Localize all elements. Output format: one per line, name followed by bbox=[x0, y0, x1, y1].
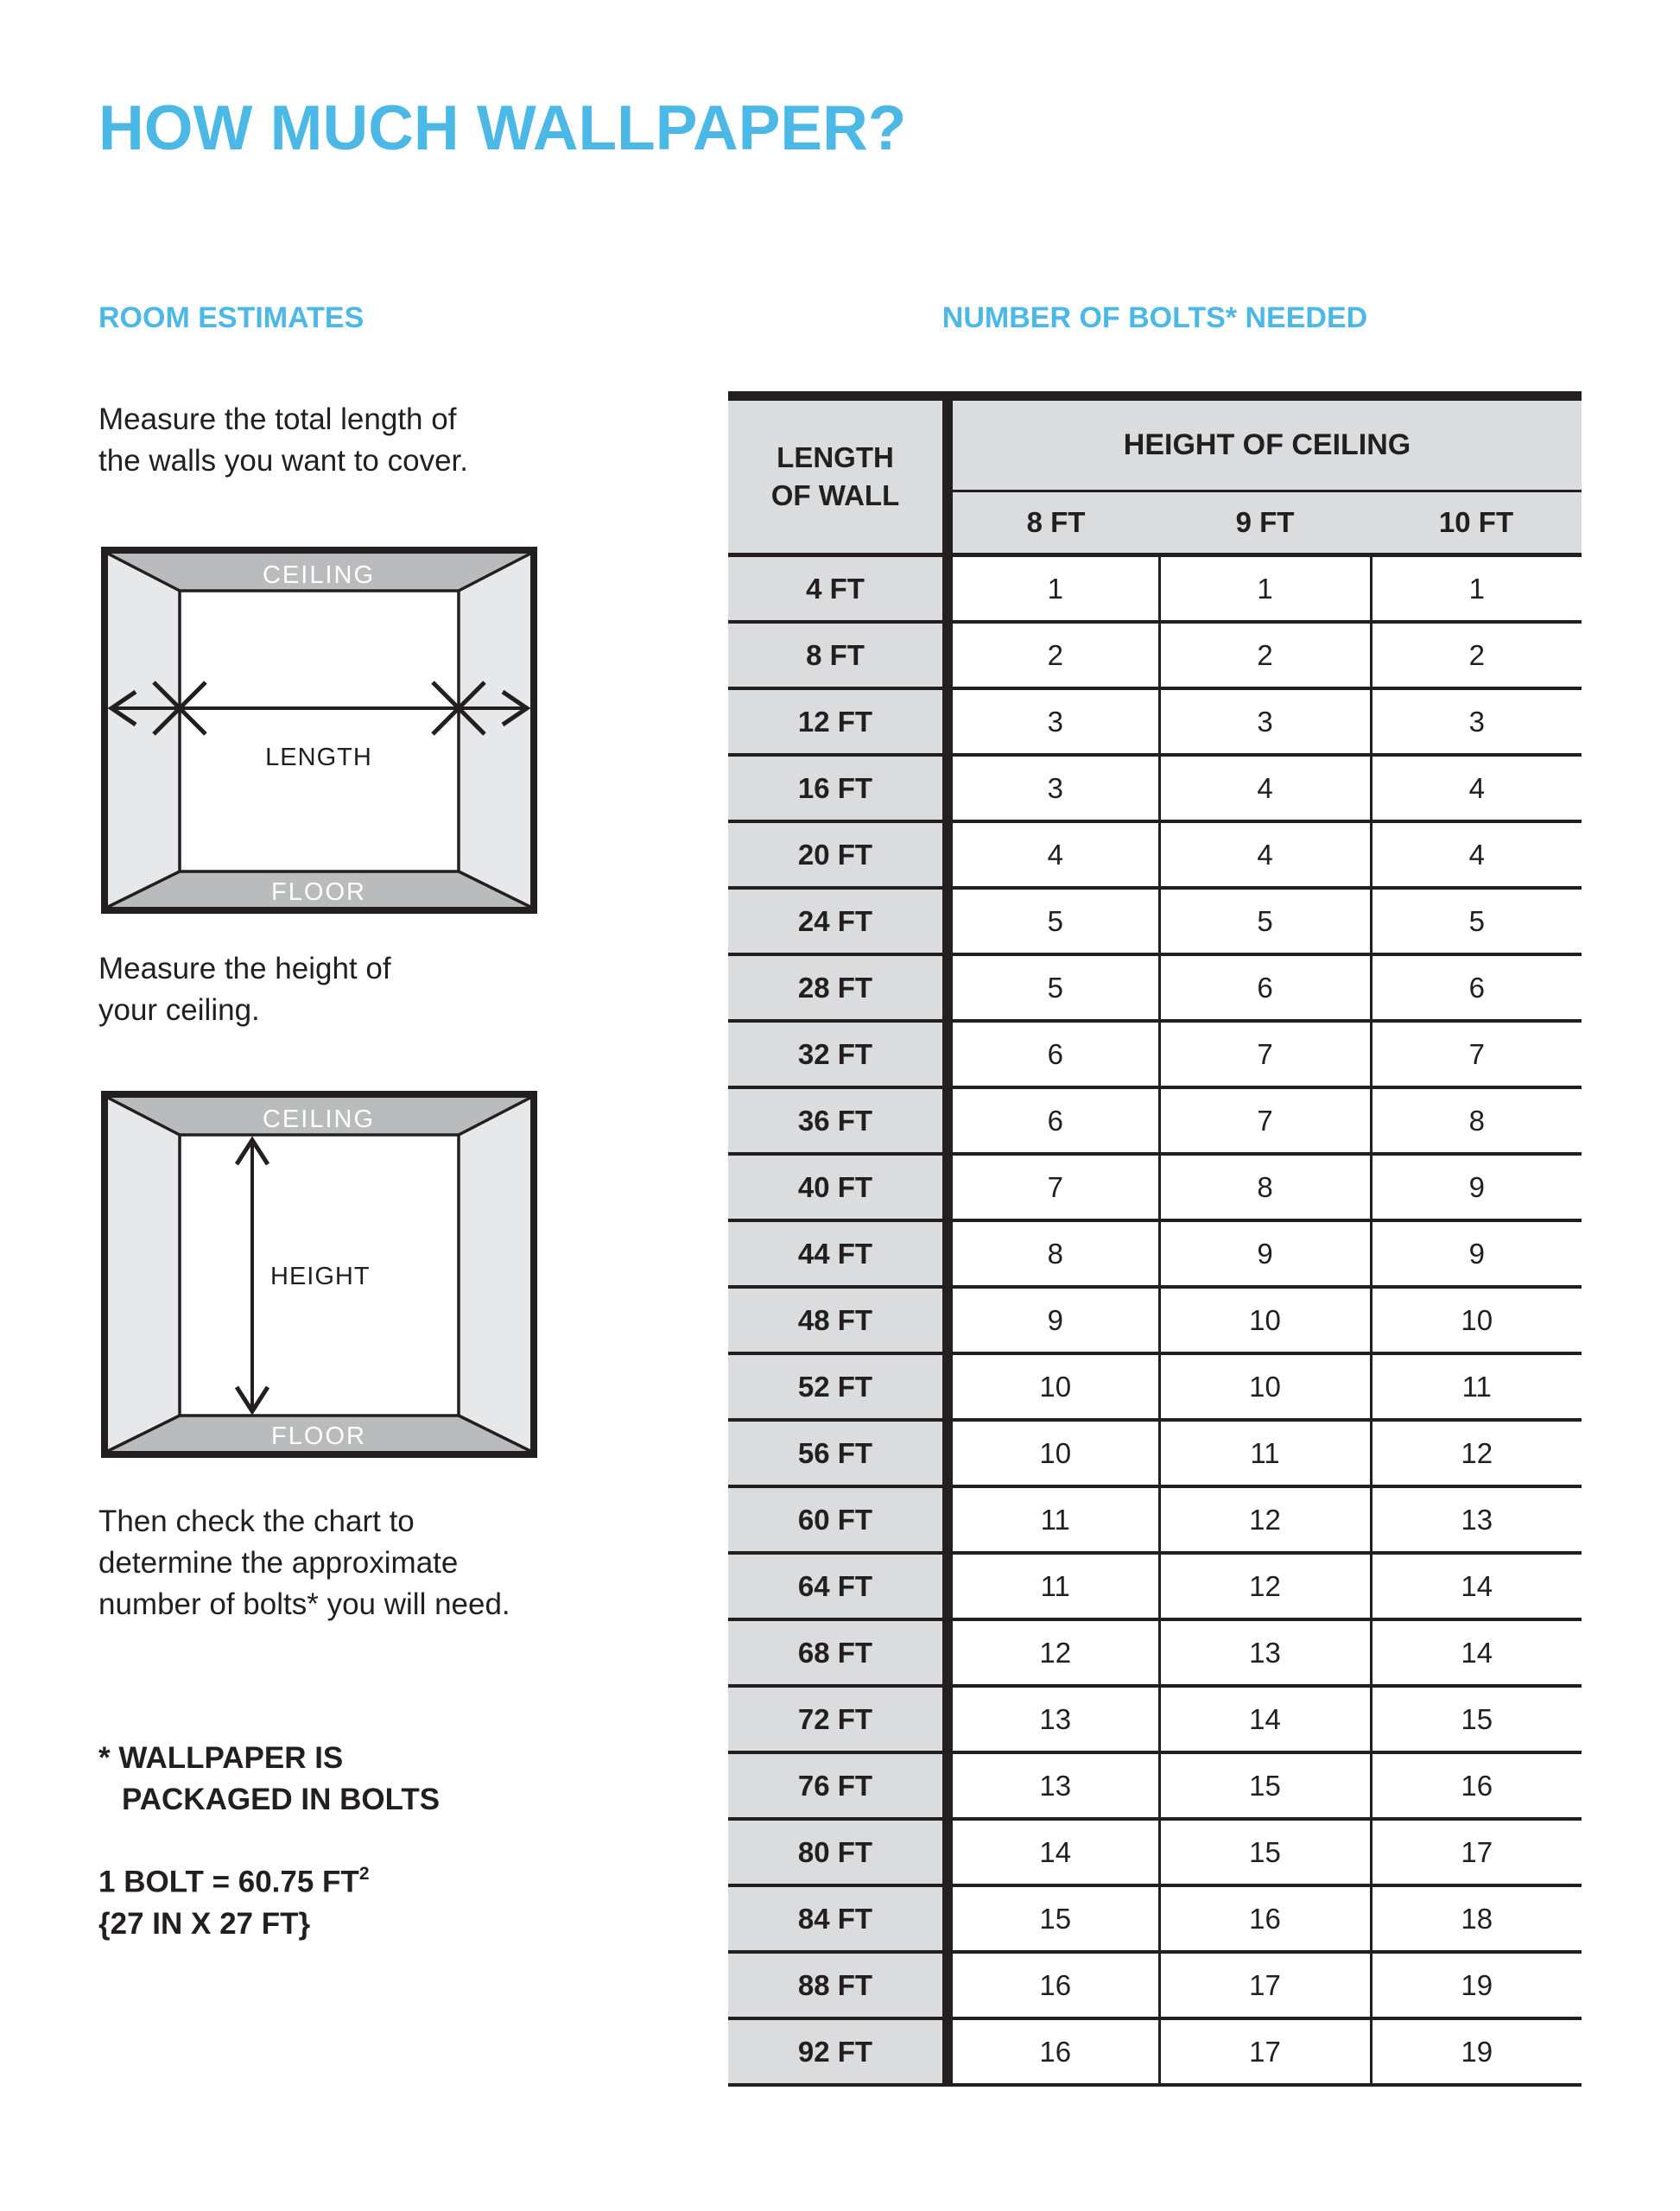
text-line: Measure the height of bbox=[98, 952, 391, 985]
bolt-count-cell: 11 bbox=[948, 1553, 1159, 1619]
bolt-count-cell: 6 bbox=[1159, 954, 1371, 1021]
bolt-count-cell: 14 bbox=[1159, 1686, 1371, 1752]
bolt-count-cell: 6 bbox=[948, 1021, 1159, 1087]
bolt-count-cell: 9 bbox=[1371, 1220, 1582, 1287]
wall-length-label: 84 FT bbox=[728, 1885, 948, 1952]
table-row bbox=[728, 1952, 1582, 2018]
table-row bbox=[728, 888, 1582, 954]
bolt-count-cell: 12 bbox=[1159, 1553, 1371, 1619]
bolt-table bbox=[728, 391, 1582, 2087]
bolt-count-cell: 15 bbox=[1159, 1752, 1371, 1819]
bolt-count-cell: 12 bbox=[1371, 1420, 1582, 1486]
wall-length-label: 24 FT bbox=[728, 888, 948, 954]
floor-label: FLOOR bbox=[271, 1422, 366, 1450]
bolt-count-cell: 15 bbox=[948, 1885, 1159, 1952]
bolt-table-body bbox=[728, 555, 1582, 2086]
ceiling-label: CEILING bbox=[262, 1106, 376, 1133]
height-label: HEIGHT bbox=[270, 1263, 371, 1290]
bolt-count-cell: 3 bbox=[1371, 688, 1582, 755]
bolt-count-cell: 10 bbox=[948, 1420, 1159, 1486]
bolt-count-cell: 19 bbox=[1371, 1952, 1582, 2018]
bolt-count-cell: 16 bbox=[1159, 1885, 1371, 1952]
table-row bbox=[728, 755, 1582, 821]
bolt-count-cell: 2 bbox=[1371, 622, 1582, 688]
wall-length-label: 76 FT bbox=[728, 1752, 948, 1819]
bolt-count-cell: 4 bbox=[1371, 755, 1582, 821]
right-wall-panel bbox=[459, 1098, 530, 1451]
length-label: LENGTH bbox=[265, 744, 372, 771]
bolt-count-cell: 5 bbox=[1159, 888, 1371, 954]
wall-length-label: 48 FT bbox=[728, 1287, 948, 1353]
wall-length-label: 64 FT bbox=[728, 1553, 948, 1619]
table-row bbox=[728, 954, 1582, 1021]
floor-label: FLOOR bbox=[271, 878, 366, 906]
bolt-count-cell: 9 bbox=[948, 1287, 1159, 1353]
bolt-size-line bbox=[98, 1855, 370, 1904]
bolt-spec bbox=[98, 1855, 370, 1945]
bolt-count-cell: 16 bbox=[1371, 1752, 1582, 1819]
instruction-chart bbox=[98, 1501, 510, 1625]
wall-length-label: 32 FT bbox=[728, 1021, 948, 1087]
bolt-count-cell: 10 bbox=[1371, 1287, 1582, 1353]
bolt-count-cell: 9 bbox=[1159, 1220, 1371, 1287]
text-line: * WALLPAPER IS bbox=[98, 1741, 344, 1775]
wall-length-label: 44 FT bbox=[728, 1220, 948, 1287]
bolt-count-cell: 3 bbox=[948, 755, 1159, 821]
bolt-size-text: 1 BOLT = 60.75 FT bbox=[98, 1865, 359, 1899]
bolt-count-cell: 11 bbox=[948, 1486, 1159, 1553]
bolt-count-cell: 17 bbox=[1159, 2018, 1371, 2085]
table-row bbox=[728, 1619, 1582, 1686]
bolt-count-cell: 2 bbox=[948, 622, 1159, 688]
wall-length-label: 16 FT bbox=[728, 755, 948, 821]
bolt-count-cell: 6 bbox=[1371, 954, 1582, 1021]
bolt-count-cell: 5 bbox=[948, 888, 1159, 954]
table-row bbox=[728, 1553, 1582, 1619]
length-of-wall-header: LENGTH OF WALL bbox=[728, 396, 948, 555]
wall-length-label: 4 FT bbox=[728, 555, 948, 623]
wall-length-label: 56 FT bbox=[728, 1420, 948, 1486]
bolt-count-cell: 4 bbox=[1371, 821, 1582, 888]
wall-length-label: 12 FT bbox=[728, 688, 948, 755]
right-wall-panel bbox=[459, 554, 530, 907]
instruction-height bbox=[98, 948, 391, 1031]
bolt-count-cell: 14 bbox=[1371, 1619, 1582, 1686]
text-line: your ceiling. bbox=[98, 993, 260, 1027]
wall-length-label: 80 FT bbox=[728, 1819, 948, 1885]
bolt-count-cell: 18 bbox=[1371, 1885, 1582, 1952]
table-row bbox=[728, 1287, 1582, 1353]
bolt-count-cell: 19 bbox=[1371, 2018, 1582, 2085]
wall-length-label: 20 FT bbox=[728, 821, 948, 888]
table-row bbox=[728, 1420, 1582, 1486]
bolt-count-cell: 12 bbox=[1159, 1486, 1371, 1553]
table-row bbox=[728, 1819, 1582, 1885]
wall-length-label: 68 FT bbox=[728, 1619, 948, 1686]
bolt-count-cell: 9 bbox=[1371, 1154, 1582, 1220]
bolt-count-cell: 10 bbox=[1159, 1353, 1371, 1420]
left-wall-panel bbox=[108, 1098, 180, 1451]
bolt-count-cell: 13 bbox=[948, 1752, 1159, 1819]
bolt-count-cell: 16 bbox=[948, 2018, 1159, 2085]
table-row bbox=[728, 622, 1582, 688]
text-line: the walls you want to cover. bbox=[98, 444, 468, 478]
wall-length-label: 60 FT bbox=[728, 1486, 948, 1553]
bolt-count-cell: 15 bbox=[1159, 1819, 1371, 1885]
bolt-count-cell: 10 bbox=[1159, 1287, 1371, 1353]
table-row bbox=[728, 1353, 1582, 1420]
bolt-count-cell: 2 bbox=[1159, 622, 1371, 688]
bolt-count-cell: 3 bbox=[948, 688, 1159, 755]
table-row bbox=[728, 821, 1582, 888]
left-wall-panel bbox=[108, 554, 180, 907]
col-header-8ft: 8 FT bbox=[948, 491, 1159, 555]
wall-length-label: 28 FT bbox=[728, 954, 948, 1021]
bolt-count-cell: 1 bbox=[948, 555, 1159, 623]
bolt-count-cell: 1 bbox=[1159, 555, 1371, 623]
text-line: PACKAGED IN BOLTS bbox=[122, 1783, 441, 1816]
bolt-count-cell: 8 bbox=[1159, 1154, 1371, 1220]
height-of-ceiling-header: HEIGHT OF CEILING bbox=[948, 396, 1582, 491]
page-title: HOW MUCH WALLPAPER? bbox=[98, 93, 907, 163]
bolt-dimensions-line: {27 IN X 27 FT} bbox=[98, 1906, 311, 1941]
bolt-count-cell: 14 bbox=[1371, 1553, 1582, 1619]
bolt-count-cell: 4 bbox=[1159, 755, 1371, 821]
bolt-count-cell: 3 bbox=[1159, 688, 1371, 755]
back-wall bbox=[180, 591, 459, 871]
bolt-count-cell: 7 bbox=[1371, 1021, 1582, 1087]
bolt-count-cell: 5 bbox=[1371, 888, 1582, 954]
bolt-count-cell: 8 bbox=[948, 1220, 1159, 1287]
table-row bbox=[728, 1021, 1582, 1087]
bolt-count-cell: 6 bbox=[948, 1087, 1159, 1154]
wall-length-label: 92 FT bbox=[728, 2018, 948, 2085]
room-length-diagram bbox=[101, 547, 537, 914]
room-estimates-heading: ROOM ESTIMATES bbox=[98, 301, 365, 334]
bolt-count-cell: 8 bbox=[1371, 1087, 1582, 1154]
ceiling-label: CEILING bbox=[262, 561, 376, 589]
col-header-10ft: 10 FT bbox=[1371, 491, 1582, 555]
bolt-count-cell: 15 bbox=[1371, 1686, 1582, 1752]
room-height-diagram bbox=[101, 1091, 537, 1458]
bolt-count-cell: 12 bbox=[948, 1619, 1159, 1686]
bolt-count-cell: 17 bbox=[1371, 1819, 1582, 1885]
col-header-9ft: 9 FT bbox=[1159, 491, 1371, 555]
bolt-count-cell: 13 bbox=[948, 1686, 1159, 1752]
wall-length-label: 40 FT bbox=[728, 1154, 948, 1220]
wall-length-label: 88 FT bbox=[728, 1952, 948, 2018]
bolt-count-cell: 4 bbox=[1159, 821, 1371, 888]
instruction-length bbox=[98, 399, 468, 482]
table-row bbox=[728, 1087, 1582, 1154]
bolt-count-cell: 11 bbox=[1159, 1420, 1371, 1486]
bolt-count-cell: 10 bbox=[948, 1353, 1159, 1420]
table-row bbox=[728, 2018, 1582, 2085]
text-line: Measure the total length of bbox=[98, 402, 457, 436]
bolt-count-cell: 5 bbox=[948, 954, 1159, 1021]
wall-length-label: 72 FT bbox=[728, 1686, 948, 1752]
table-row bbox=[728, 555, 1582, 623]
bolt-count-cell: 17 bbox=[1159, 1952, 1371, 2018]
table-row bbox=[728, 1486, 1582, 1553]
bolt-count-cell: 13 bbox=[1371, 1486, 1582, 1553]
table-row bbox=[728, 1686, 1582, 1752]
bolts-needed-heading: NUMBER OF BOLTS* NEEDED bbox=[941, 301, 1368, 334]
table-row bbox=[728, 1885, 1582, 1952]
bolt-count-cell: 14 bbox=[948, 1819, 1159, 1885]
text-line: Then check the chart to bbox=[98, 1505, 415, 1538]
table-row bbox=[728, 1752, 1582, 1819]
bolt-count-cell: 7 bbox=[1159, 1087, 1371, 1154]
bolts-footnote bbox=[98, 1738, 440, 1821]
bolt-count-cell: 13 bbox=[1159, 1619, 1371, 1686]
wall-length-label: 8 FT bbox=[728, 622, 948, 688]
table-row bbox=[728, 1220, 1582, 1287]
wall-length-label: 36 FT bbox=[728, 1087, 948, 1154]
text-line: number of bolts* you will need. bbox=[98, 1587, 510, 1621]
bolt-count-cell: 16 bbox=[948, 1952, 1159, 2018]
bolt-count-cell: 1 bbox=[1371, 555, 1582, 623]
bolt-count-cell: 11 bbox=[1371, 1353, 1582, 1420]
bolt-count-cell: 7 bbox=[948, 1154, 1159, 1220]
table-row bbox=[728, 688, 1582, 755]
bolt-count-cell: 4 bbox=[948, 821, 1159, 888]
text-line: determine the approximate bbox=[98, 1546, 459, 1580]
bolt-count-cell: 7 bbox=[1159, 1021, 1371, 1087]
bolt-size-superscript: 2 bbox=[358, 1864, 370, 1884]
table-row bbox=[728, 1154, 1582, 1220]
bolt-table-header bbox=[728, 396, 1582, 555]
wall-length-label: 52 FT bbox=[728, 1353, 948, 1420]
header-row-group bbox=[728, 396, 1582, 491]
